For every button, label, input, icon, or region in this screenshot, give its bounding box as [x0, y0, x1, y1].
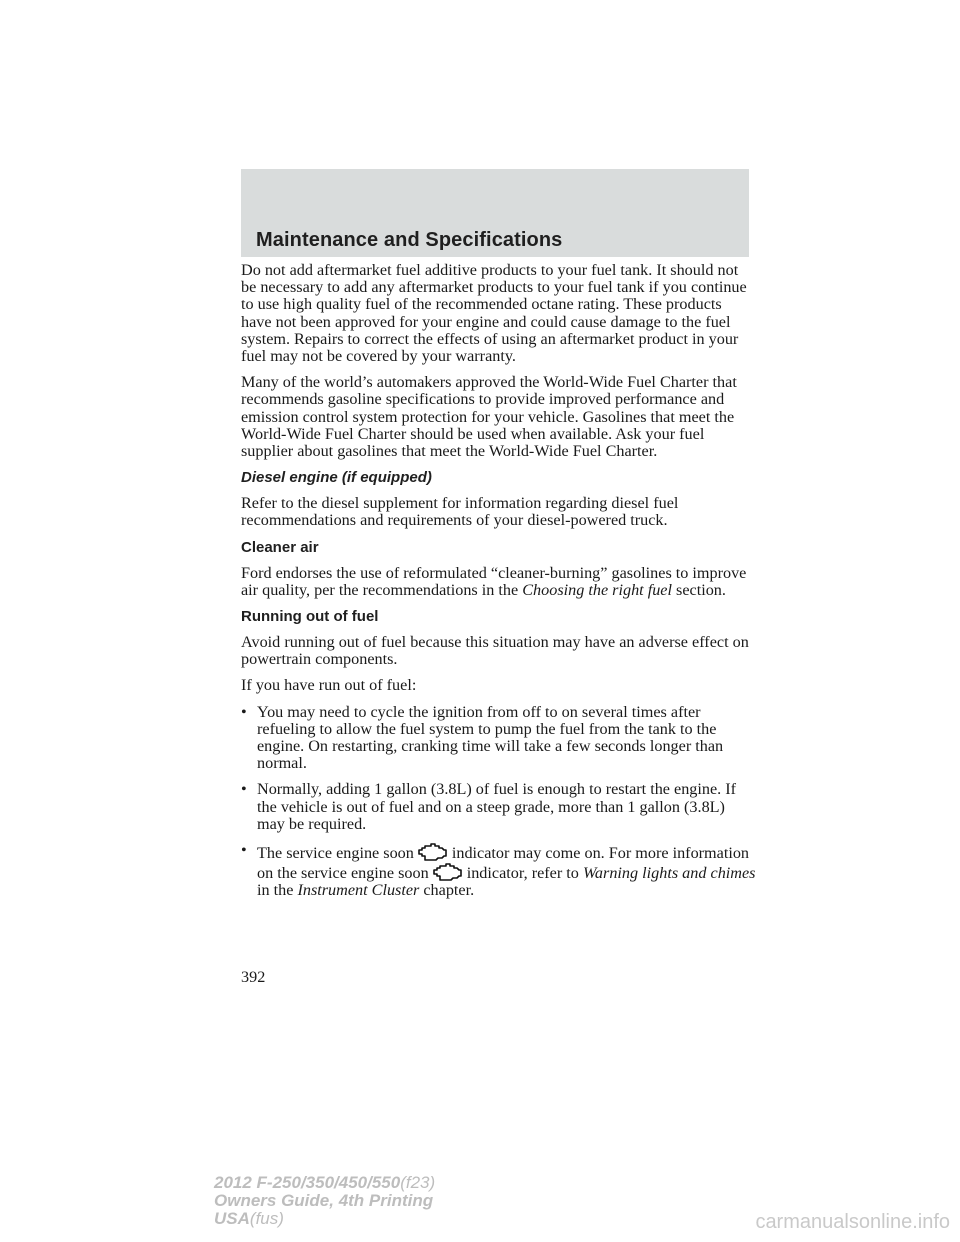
bullet-text: chapter. [423, 881, 475, 900]
bullet-mark: • [241, 841, 247, 860]
list-item [241, 842, 756, 900]
cleaner-air-text-end: section. [676, 580, 726, 599]
instrument-cluster-reference: Instrument Cluster [297, 881, 420, 900]
choosing-fuel-reference: Choosing the right fuel [522, 580, 672, 599]
footer-line-model: 2012 F-250/350/450/550(f23) [214, 1173, 436, 1192]
service-engine-soon-icon [417, 842, 449, 862]
watermark: carmanualsonline.info [755, 1211, 950, 1233]
page-content [241, 262, 756, 909]
paragraph-running-out: Avoid running out of fuel because this situation may have an adverse effect on powertrain components. [241, 633, 749, 669]
cleaner-air-text: Ford endorses the use of reformulated “cleaner-burning” gasolines to improve air quality, per the recommendations in the [241, 563, 747, 599]
bullet-mark: • [241, 780, 247, 799]
bullet-text: The service engine soon [257, 844, 414, 863]
page-number: 392 [241, 968, 266, 986]
bullet-mark: • [241, 702, 247, 721]
footer-line-region: USA(fus) [214, 1209, 284, 1228]
paragraph-diesel: Refer to the diesel supplement for information regarding diesel fuel recommendations and requirements of your diesel-powered truck. [241, 494, 679, 530]
warning-lights-reference: Warning lights and chimes [582, 864, 756, 883]
list-item [241, 781, 756, 833]
bullet-text: indicator, refer to [466, 864, 579, 883]
section-title: Maintenance and Specifications [256, 229, 563, 251]
heading-cleaner-air: Cleaner air [241, 538, 319, 556]
run-out-bullet-list [241, 704, 756, 900]
footer-line-guide: Owners Guide, 4th Printing [214, 1191, 434, 1210]
heading-diesel-engine: Diesel engine (if equipped) [241, 469, 432, 487]
paragraph-additives: Do not add aftermarket fuel additive products to your fuel tank. It should not be necessary to add any aftermarket products to your fuel tank if you continue to use high quality fuel of the recommended octane rating. These products have not been approved for your engine and could cause damage to the fuel system. Repairs to correct the effects of using an aftermarket product in your fuel may not be covered by your warranty. [241, 261, 747, 366]
bullet-text: You may need to cycle the ignition from off to on several times after refueling to allow the fuel system to pump the fuel from the tank to the engine. On restarting, cranking time will take a few seconds longer than normal. [257, 702, 724, 773]
bullet-text: indicator may come on. For more information on the service engine soon [257, 844, 750, 883]
service-engine-soon-icon [432, 862, 464, 882]
section-header-band [241, 169, 749, 257]
paragraph-fuel-charter: Many of the world’s automakers approved the World-Wide Fuel Charter that recommends gasoline specifications to provide improved performance and emission control system protection for your vehicle. Gasolines that meet the World-Wide Fuel Charter should be used when available. Ask your fuel supplier about gasolines that meet the World-Wide Fuel Charter. [241, 373, 737, 461]
bullet-text: Normally, adding 1 gallon (3.8L) of fuel is enough to restart the engine. If the vehicle is out of fuel and on a steep grade, more than 1 gallon (3.8L) may be required. [257, 780, 737, 833]
heading-running-out-of-fuel: Running out of fuel [241, 608, 379, 626]
paragraph-if-run-out: If you have run out of fuel: [241, 676, 417, 695]
document-footer [214, 1174, 435, 1228]
paragraph-cleaner-air [241, 565, 756, 599]
list-item [241, 704, 756, 773]
bullet-text: in the [257, 881, 294, 900]
